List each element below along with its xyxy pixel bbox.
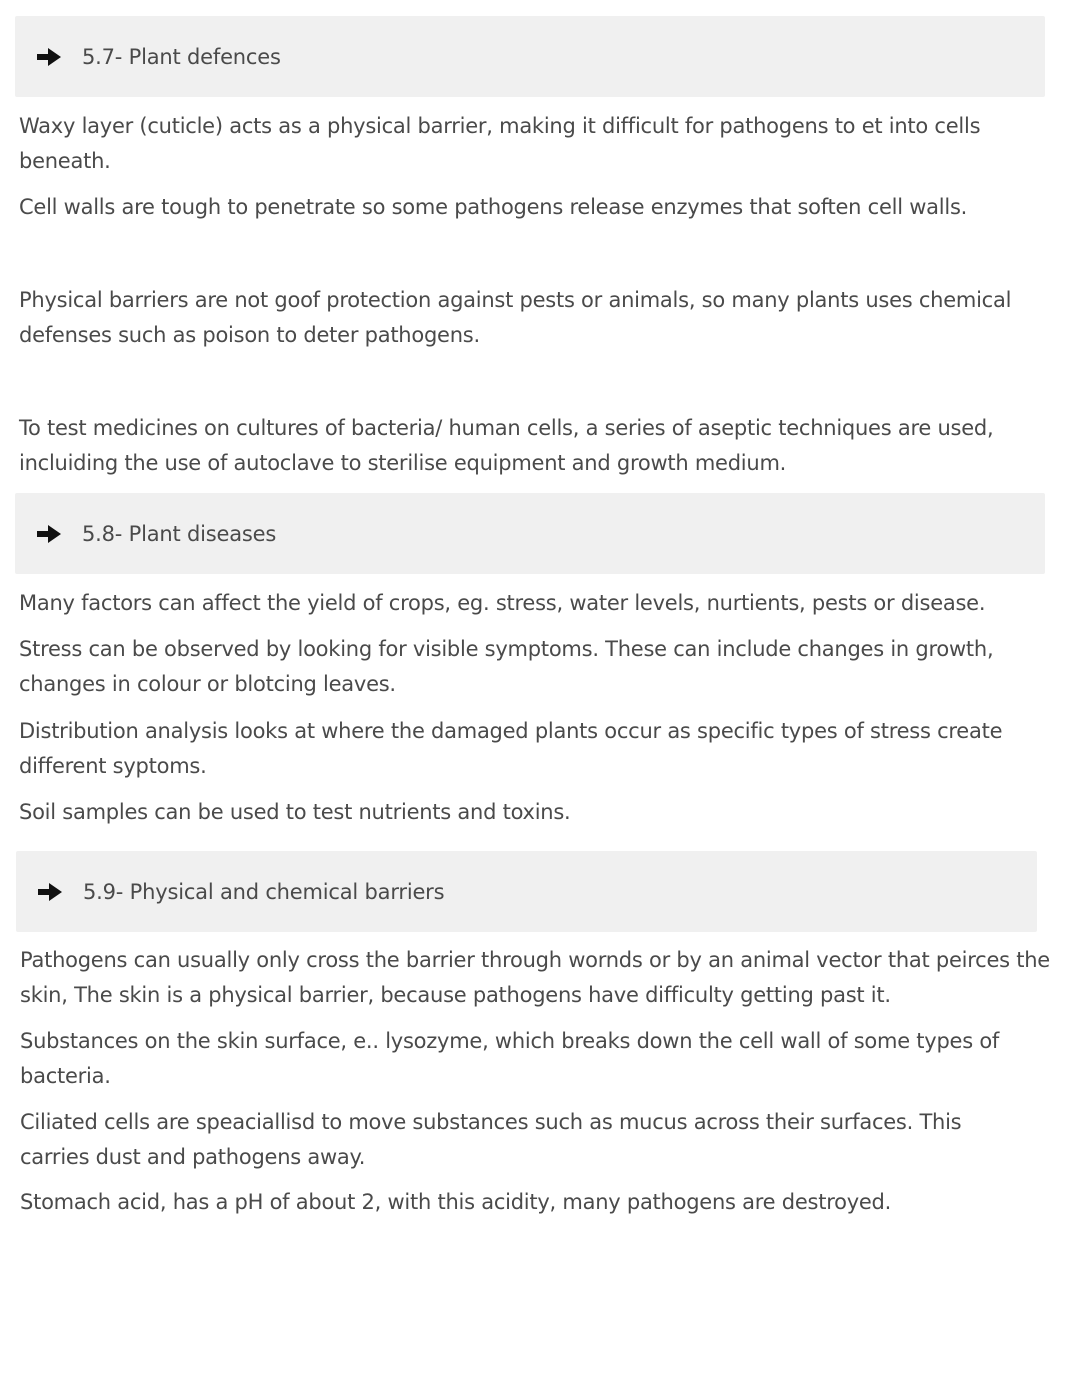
paragraph: Waxy layer (cuticle) acts as a physical barrier, making it difficult for pathogens to et into cells beneath. <box>19 114 981 173</box>
paragraph: Substances on the skin surface, e.. lysozyme, which breaks down the cell wall of some types of bacteria. <box>20 1029 1000 1088</box>
paragraph: Stomach acid, has a pH of about 2, with this acidity, many pathogens are destroyed. <box>20 1190 892 1214</box>
paragraph: Cell walls are tough to penetrate so some pathogens release enzymes that soften cell walls. <box>19 195 968 219</box>
arrow-right-icon <box>36 880 64 904</box>
paragraph: Stress can be observed by looking for visible symptoms. These can include changes in growth, changes in colour or blotcing leaves. <box>19 637 994 696</box>
paragraph: Ciliated cells are speaciallisd to move substances such as mucus across their surfaces. This carries dust and pathogens away. <box>20 1110 962 1169</box>
paragraph: To test medicines on cultures of bacteria/ human cells, a series of aseptic techniques are used, incluiding the use of autoclave to sterilise equipment and growth medium. <box>19 416 994 475</box>
paragraph: Soil samples can be used to test nutrients and toxins. <box>19 800 571 824</box>
paragraph: Physical barriers are not goof protection against pests or animals, so many plants uses chemical defenses such as poison to deter pathogens. <box>19 288 1012 347</box>
paragraph: Pathogens can usually only cross the barrier through wornds or by an animal vector that peirces the skin, The skin is a physical barrier, because pathogens have difficulty getting past it. <box>20 948 1050 1007</box>
section-heading-physical-chemical-barriers <box>16 851 1037 932</box>
paragraph: Distribution analysis looks at where the damaged plants occur as specific types of stress create different syptoms. <box>19 719 1003 778</box>
section-heading-plant-diseases <box>15 493 1045 574</box>
section-heading-text: 5.8- Plant diseases <box>82 521 277 546</box>
section-heading-text: 5.7- Plant defences <box>82 44 281 69</box>
paragraph: Many factors can affect the yield of crops, eg. stress, water levels, nurtients, pests or disease. <box>19 591 986 615</box>
arrow-right-icon <box>35 522 63 546</box>
arrow-right-icon <box>35 45 63 69</box>
section-heading-plant-defences <box>15 16 1045 97</box>
section-heading-text: 5.9- Physical and chemical barriers <box>83 879 445 904</box>
